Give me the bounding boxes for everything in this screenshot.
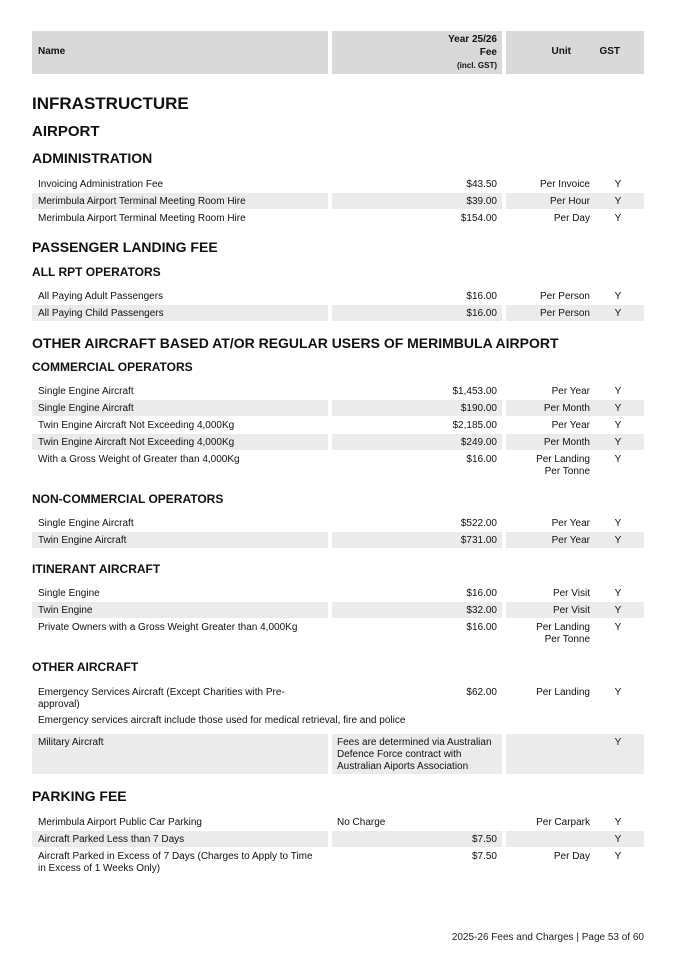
row-fee: $39.00 [332, 193, 502, 209]
row-unit: Per Visit [506, 602, 596, 618]
table-row [32, 848, 644, 876]
row-unit: Per Year [551, 518, 590, 529]
table-row [32, 193, 644, 209]
row-name: All Paying Child Passengers [32, 305, 328, 321]
table-row [32, 532, 644, 548]
table-row [32, 451, 644, 481]
table-row [32, 831, 644, 847]
table-row [32, 176, 644, 192]
row-name [32, 848, 328, 876]
table-row [32, 619, 644, 649]
row-name: Merimbula Airport Public Car Parking [38, 817, 202, 828]
unit-line: Per Landing [536, 622, 590, 633]
row-fee: $154.00 [460, 213, 497, 224]
heading-other-aircraft-based: OTHER AIRCRAFT BASED AT/OR REGULAR USERS OF MERIMBULA AIRPORT [32, 335, 559, 351]
unit-line: Per Tonne [544, 634, 590, 645]
row-fee: $7.50 [471, 851, 497, 862]
unit-line: Per Landing [536, 454, 590, 465]
heading-passenger-landing-fee: PASSENGER LANDING FEE [32, 239, 218, 255]
heading-other-aircraft: OTHER AIRCRAFT [32, 660, 139, 674]
table-row [32, 684, 644, 712]
row-unit: Per Year [551, 386, 590, 397]
row-unit: Per Day [553, 213, 590, 224]
row-fee: $62.00 [466, 687, 497, 698]
row-gst: Y [614, 851, 622, 862]
row-name: Single Engine [38, 588, 100, 599]
row-name: With a Gross Weight of Greater than 4,000Kg [38, 454, 240, 465]
fee-line: Defence Force contract with [337, 749, 462, 760]
heading-itinerant-aircraft: ITINERANT AIRCRAFT [32, 562, 161, 576]
table-row [32, 585, 644, 601]
name-line: Emergency Services Aircraft (Except Charities with Pre- [38, 687, 285, 698]
row-unit: Per Person [539, 291, 590, 302]
row-unit: Per Hour [506, 193, 596, 209]
header-fee-cell [332, 31, 502, 74]
row-unit: Per Person [506, 305, 596, 321]
row-name: Twin Engine Aircraft [32, 532, 328, 548]
row-name: Invoicing Administration Fee [38, 179, 164, 190]
fees-page [32, 31, 644, 874]
row-unit: Per Year [506, 532, 596, 548]
header-fee: Fee [479, 47, 497, 58]
table-row [32, 417, 644, 433]
table-row [32, 814, 644, 830]
row-gst: Y [596, 532, 644, 548]
header-name: Name [38, 46, 66, 57]
row-unit: Per Invoice [539, 179, 590, 190]
row-name: Private Owners with a Gross Weight Greater than 4,000Kg [38, 622, 298, 633]
fee-line: Australian Aiports Association [337, 761, 469, 772]
table-row [32, 734, 644, 774]
row-gst: Y [614, 386, 622, 397]
table-row [32, 434, 644, 450]
row-unit [506, 831, 596, 847]
row-fee: $249.00 [332, 434, 502, 450]
row-fee: $43.50 [466, 179, 497, 190]
heading-all-rpt-operators: ALL RPT OPERATORS [32, 265, 161, 279]
row-name: Aircraft Parked Less than 7 Days [32, 831, 328, 847]
row-gst: Y [596, 602, 644, 618]
row-fee: $7.50 [332, 831, 502, 847]
emergency-note: Emergency services aircraft include those used for medical retrieval, fire and police [38, 715, 406, 726]
table-row [32, 602, 644, 618]
row-gst: Y [596, 400, 644, 416]
row-gst: Y [596, 193, 644, 209]
row-gst: Y [614, 454, 622, 465]
row-gst: Y [614, 213, 622, 224]
row-gst: Y [614, 687, 622, 698]
header-fee-year: Year 25/26 [448, 34, 497, 45]
row-name: Twin Engine [32, 602, 328, 618]
row-fee: $16.00 [466, 622, 497, 633]
row-unit: Per Month [506, 434, 596, 450]
header-unit: Unit [551, 46, 571, 57]
row-name: Merimbula Airport Terminal Meeting Room Hire [38, 213, 246, 224]
table-row [32, 288, 644, 304]
table-row [32, 210, 644, 226]
row-unit: Per Carpark [536, 817, 590, 828]
fee-line: Fees are determined via Australian [337, 737, 492, 748]
header-name-cell [32, 31, 328, 74]
row-unit: Per Year [551, 420, 590, 431]
row-fee: $731.00 [332, 532, 502, 548]
row-fee: $522.00 [460, 518, 497, 529]
row-name: Twin Engine Aircraft Not Exceeding 4,000Kg [38, 420, 235, 431]
heading-administration: ADMINISTRATION [32, 150, 153, 166]
row-gst: Y [614, 291, 622, 302]
heading-infrastructure: INFRASTRUCTURE [32, 94, 189, 113]
row-name: Military Aircraft [32, 734, 328, 774]
header-unit-cell [506, 31, 644, 74]
row-unit [506, 451, 596, 481]
header-fee-incl-gst: (incl. GST) [457, 61, 497, 70]
row-fee: $16.00 [466, 454, 497, 465]
table-row [32, 383, 644, 399]
row-gst: Y [614, 518, 622, 529]
name-line: in Excess of 1 Weeks Only) [38, 863, 161, 874]
unit-line: Per Tonne [544, 466, 590, 477]
name-line: Aircraft Parked in Excess of 7 Days (Charges to Apply to Time [38, 851, 313, 862]
row-gst: Y [614, 588, 622, 599]
heading-commercial-operators: COMMERCIAL OPERATORS [32, 360, 193, 374]
row-fee: $2,185.00 [452, 420, 497, 431]
row-unit [506, 734, 596, 774]
row-gst: Y [614, 420, 622, 431]
table-header [32, 31, 644, 74]
table-row [32, 400, 644, 416]
row-fee: $1,453.00 [452, 386, 497, 397]
row-unit [506, 619, 596, 649]
row-unit: Per Month [506, 400, 596, 416]
row-gst: Y [614, 817, 622, 828]
header-gst: GST [599, 46, 620, 57]
heading-airport: AIRPORT [32, 123, 100, 140]
name-line: approval) [38, 699, 80, 710]
heading-parking-fee: PARKING FEE [32, 788, 127, 804]
row-fee: $16.00 [332, 305, 502, 321]
row-fee: $16.00 [466, 588, 497, 599]
row-fee: $16.00 [466, 291, 497, 302]
row-unit: Per Visit [552, 588, 590, 599]
table-row [32, 305, 644, 321]
row-name: Twin Engine Aircraft Not Exceeding 4,000Kg [32, 434, 328, 450]
row-gst: Y [614, 179, 622, 190]
row-gst: Y [596, 434, 644, 450]
row-name [32, 684, 328, 712]
row-gst: Y [596, 305, 644, 321]
row-name: Single Engine Aircraft [38, 518, 134, 529]
row-fee: $32.00 [332, 602, 502, 618]
heading-non-commercial-operators: NON-COMMERCIAL OPERATORS [32, 492, 224, 506]
row-fee: No Charge [337, 817, 386, 828]
row-gst: Y [596, 831, 644, 847]
row-name: Merimbula Airport Terminal Meeting Room Hire [32, 193, 328, 209]
table-row [32, 515, 644, 531]
row-name: All Paying Adult Passengers [38, 291, 164, 302]
row-fee [332, 734, 502, 774]
row-name: Single Engine Aircraft [32, 400, 328, 416]
row-gst: Y [596, 734, 644, 774]
row-unit: Per Landing [536, 687, 590, 698]
row-unit: Per Day [553, 851, 590, 862]
page-footer: 2025-26 Fees and Charges | Page 53 of 60 [451, 932, 644, 943]
row-gst: Y [614, 622, 622, 633]
row-fee: $190.00 [332, 400, 502, 416]
row-name: Single Engine Aircraft [38, 386, 134, 397]
